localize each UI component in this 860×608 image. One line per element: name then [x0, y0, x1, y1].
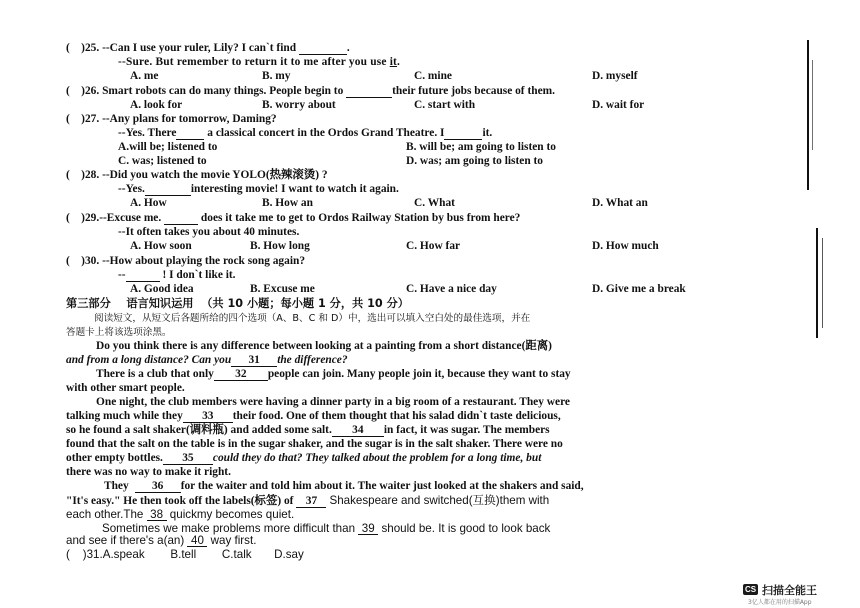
- q29-stem-end: does it take me to get to Ordos Railway Station by bus from here?: [198, 212, 521, 224]
- q30-option-c: C. Have a nice day: [406, 283, 497, 295]
- blank-37: 37: [296, 496, 326, 508]
- q26-option-a: A. look for: [130, 99, 183, 111]
- q30-option-d: D. Give me a break: [592, 283, 686, 295]
- blank-40: 40: [187, 535, 207, 547]
- q30-reply: [118, 269, 236, 282]
- passage-line-9b: could they do that? They talked about the problem for a long time, but: [212, 452, 542, 464]
- q26-blank: [346, 86, 392, 98]
- blank-36: 36: [135, 481, 181, 493]
- q27-option-a: A.will be; listened to: [118, 141, 218, 153]
- passage-line-12: [66, 494, 549, 508]
- part3-instructions-1: 阅读短文，从短文后各题所给的四个选项（A、B、C 和 D）中，选出可以填入空白处的最佳选项，并在: [94, 313, 531, 324]
- part3-title: 第三部分 语言知识运用 （共 10 小题；每小题 1 分，共 10 分）: [66, 297, 409, 310]
- passage-line-2: [66, 354, 348, 367]
- passage-line-14b: should be. It is good to look back: [378, 522, 551, 535]
- q30-blank: [126, 270, 160, 282]
- passage-line-1: Do you think there is any difference between looking at a painting from a short distance(距离): [96, 340, 552, 352]
- blank-38: 38: [147, 509, 167, 521]
- passage-line-3b: people can join. Many people join it, because they want to stay: [267, 368, 571, 380]
- q30-option-b: B. Excuse me: [250, 283, 315, 295]
- q25-reply-end: .: [397, 56, 401, 68]
- passage-line-6b: their food. One of them thought that his salad didn`t taste delicious,: [232, 410, 561, 422]
- q27-reply-c: it.: [482, 127, 493, 139]
- passage-line-11: [104, 480, 584, 493]
- q30-option-a: A. Good idea: [130, 283, 194, 295]
- q27-reply-a: --Yes. There: [118, 127, 177, 139]
- q25-option-d: D. myself: [592, 70, 638, 82]
- passage-line-9a: other empty bottles.: [66, 452, 163, 464]
- q28-option-a: A. How: [130, 197, 167, 209]
- passage-line-3: [96, 368, 571, 381]
- q27-blank-1: [176, 128, 204, 140]
- passage-line-6: [66, 410, 561, 423]
- q30-reply-a: --: [118, 269, 126, 281]
- passage-line-2a: and from a long distance? Can you: [66, 354, 232, 366]
- question-27: ( )27. --Any plans for tomorrow, Daming?: [66, 113, 277, 125]
- question-25: [66, 42, 350, 55]
- q28-option-d: D. What an: [592, 197, 648, 209]
- scan-edge-line: [812, 60, 813, 150]
- watermark-brand: 扫描全能王: [762, 584, 817, 597]
- passage-line-7b: in fact, it was sugar. The members: [383, 424, 550, 436]
- passage-line-11b: for the waiter and told him about it. The waiter just looked at the shakers and said,: [180, 480, 584, 492]
- passage-line-15: [66, 534, 256, 547]
- passage-line-15b: way first.: [207, 534, 257, 547]
- passage-line-9: [66, 452, 541, 465]
- passage-line-5: One night, the club members were having a dinner party in a big room of a restaurant. They were: [96, 396, 570, 408]
- q25-end: .: [346, 42, 350, 54]
- question-30: ( )30. --How about playing the rock song again?: [66, 255, 306, 267]
- q26-option-b: B. worry about: [262, 99, 336, 111]
- passage-line-8: found that the salt on the table is in the sugar shaker, and the sugar is in the salt shaker. There were no: [66, 438, 563, 450]
- q29-option-c: C. How far: [406, 240, 461, 252]
- q29-option-b: B. How long: [250, 240, 310, 252]
- scan-edge-line: [807, 40, 809, 190]
- q26-option-d: D. wait for: [592, 99, 645, 111]
- q27-reply-b: a classical concert in the Ordos Grand Theatre. I: [204, 127, 445, 139]
- q28-reply-a: --Yes.: [118, 183, 145, 195]
- q27-option-b: B. will be; am going to listen to: [406, 141, 556, 153]
- passage-line-4: with other smart people.: [66, 382, 185, 394]
- q27-blank-2: [444, 128, 482, 140]
- passage-line-12b: Shakespeare and switched(互换)them with: [329, 494, 550, 507]
- passage-line-3a: There is a club that only: [96, 368, 214, 380]
- blank-32: 32: [214, 369, 268, 381]
- passage-line-12a: "It's easy." He then took off the labels(标签) of: [66, 495, 294, 507]
- passage-line-13b: quickmy becomes quiet.: [166, 508, 295, 521]
- q29-stem: ( )29.--Excuse me.: [66, 212, 165, 224]
- passage-line-13a: each other.The: [66, 508, 147, 521]
- passage-line-11a: They: [104, 480, 129, 492]
- blank-35: 35: [163, 453, 213, 465]
- q25-reply: [118, 56, 400, 69]
- question-31: ( )31.A.speak B.tell C.talk D.say: [66, 548, 304, 561]
- q28-option-c: C. What: [414, 197, 455, 209]
- part3-instructions-2: 答题卡上将该选项涂黑。: [66, 327, 172, 338]
- question-28: ( )28. --Did you watch the movie YOLO(热辣滚烫) ?: [66, 169, 328, 181]
- blank-33: 33: [183, 411, 233, 423]
- question-26: [66, 85, 555, 98]
- watermark-tagline: 3亿人都在用的扫描App: [748, 599, 812, 606]
- blank-39: 39: [358, 523, 378, 535]
- blank-34: 34: [332, 425, 384, 437]
- passage-line-15a: and see if there's a(an): [66, 534, 188, 547]
- q29-option-d: D. How much: [592, 240, 659, 252]
- passage-line-2b: the difference?: [277, 354, 348, 366]
- passage-line-6a: talking much while they: [66, 410, 183, 422]
- q27-option-d: D. was; am going to listen to: [406, 155, 543, 167]
- camscanner-logo-icon: CS: [744, 585, 757, 594]
- question-29: [66, 212, 520, 225]
- q26-option-c: C. start with: [414, 99, 476, 111]
- q28-option-b: B. How an: [262, 197, 313, 209]
- passage-line-10: there was no way to make it right.: [66, 466, 231, 478]
- q28-reply: [118, 183, 399, 196]
- scan-edge-line: [816, 228, 818, 338]
- q30-reply-b: ! I don`t like it.: [159, 269, 236, 281]
- q26-stem: ( )26. Smart robots can do many things. People begin to: [66, 85, 347, 97]
- q25-option-a: A. me: [130, 70, 159, 82]
- q28-reply-b: interesting movie! I want to watch it again.: [190, 183, 399, 195]
- q27-reply: [118, 127, 492, 140]
- q25-option-b: B. my: [262, 70, 291, 82]
- q29-blank: [164, 213, 198, 225]
- q25-blank: [299, 43, 347, 55]
- q25-stem: ( )25. --Can I use your ruler, Lily? I can`t find: [66, 42, 299, 54]
- passage-line-14a: Sometimes we make problems more difficult than: [102, 522, 359, 535]
- passage-line-7: [66, 424, 550, 437]
- q25-reply-text: --Sure. But remember to return it to me after you use: [118, 56, 390, 68]
- q25-reply-it: it: [389, 56, 398, 68]
- passage-line-13: [66, 508, 294, 521]
- q29-option-a: A. How soon: [130, 240, 192, 252]
- q25-option-c: C. mine: [414, 70, 452, 82]
- passage-line-7a: so he found a salt shaker(调料瓶) and added some salt.: [66, 424, 332, 436]
- q26-stem-end: their future jobs because of them.: [392, 85, 555, 97]
- q27-option-c: C. was; listened to: [118, 155, 207, 167]
- blank-31: 31: [231, 355, 277, 367]
- q28-blank: [145, 184, 191, 196]
- scan-edge-line: [822, 238, 823, 328]
- q29-reply: --It often takes you about 40 minutes.: [118, 226, 300, 238]
